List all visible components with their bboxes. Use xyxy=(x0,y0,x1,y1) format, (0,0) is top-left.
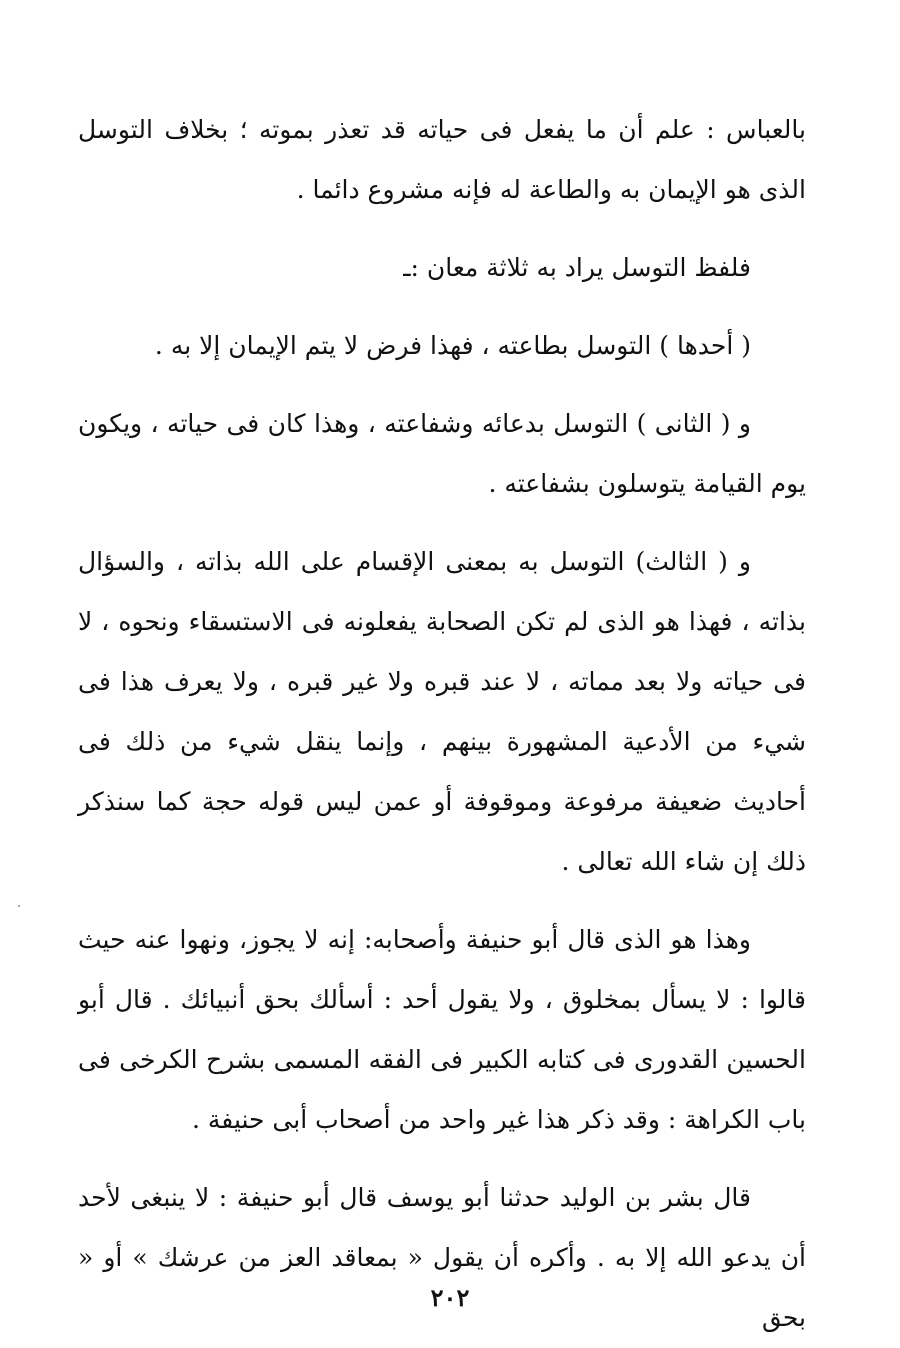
page-number: ٢٠٢ xyxy=(430,1283,470,1312)
paragraph-3: ( أحدها ) التوسل بطاعته ، فهذا فرض لا يتم الإيمان إلا به . xyxy=(154,331,751,360)
paragraph-7: قال بشر بن الوليد حدثنا أبو يوسف قال أبو حنيفة : لا ينبغى لأحد أن يدعو الله إلا به . وأكره أن يقول « بمعاقد العز من عرشك » أو « بحق xyxy=(78,1183,806,1332)
paragraph-4: و ( الثانى ) التوسل بدعائه وشفاعته ، وهذا كان فى حياته ، ويكون يوم القيامة يتوسلون بشفاعته . xyxy=(78,409,806,498)
paragraph-6: وهذا هو الذى قال أبو حنيفة وأصحابه: إنه لا يجوز، ونهوا عنه حيث قالوا : لا يسأل بمخلوق ، ولا يقول أحد : أسألك بحق أنبيائك . قال أبو الحسين القدورى فى كتابه الكبير فى الفقه المسمى بشرح الكرخى فى باب الكراهة : وقد ذكر هذا غير واحد من أصحاب أبى حنيفة . xyxy=(78,925,806,1134)
paragraph-5: و ( الثالث) التوسل به بمعنى الإقسام على الله بذاته ، والسؤال بذاته ، فهذا هو الذى لم تكن الصحابة يفعلونه فى الاستسقاء ونحوه ، لا فى حياته ولا بعد مماته ، لا عند قبره ولا غير قبره ، ولا يعرف هذا فى شيء من الأدعية المشهورة بينهم ، وإنما ينقل شيء من ذلك فى أحاديث ضعيفة مرفوعة وموقوفة أو عمن ليس قوله حجة كما سنذكر ذلك إن شاء الله تعالى . xyxy=(78,547,806,876)
paragraph-2: فلفظ التوسل يراد به ثلاثة معان :ـ xyxy=(403,253,751,282)
body-text xyxy=(78,100,806,1348)
paragraph-1: بالعباس : علم أن ما يفعل فى حياته قد تعذر بموته ؛ بخلاف التوسل الذى هو الإيمان به والطاعة له فإنه مشروع دائما . xyxy=(78,115,806,204)
margin-speck xyxy=(18,905,20,907)
